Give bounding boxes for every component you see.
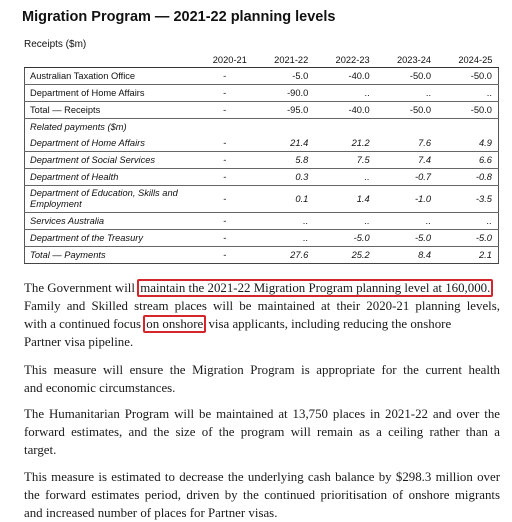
cell-value: -50.0 (376, 68, 437, 85)
cell-value: .. (314, 213, 375, 230)
cell-value: -1.0 (376, 186, 437, 213)
cell-value: - (192, 230, 253, 247)
cell-value: - (192, 152, 253, 169)
table-row (25, 230, 499, 247)
paragraph-line: and increased number of places for Partner visas. (24, 506, 278, 520)
table-row (25, 169, 499, 186)
table-row (25, 213, 499, 230)
row-label: Department of Social Services (25, 152, 192, 169)
cell-value: 6.6 (437, 152, 498, 169)
cell-value: -0.7 (376, 169, 437, 186)
cell-value: -90.0 (253, 85, 314, 102)
cell-value: -5.0 (314, 230, 375, 247)
cell-value: - (192, 213, 253, 230)
cell-value: -5.0 (253, 68, 314, 85)
row-label: Department of the Treasury (25, 230, 192, 247)
cell-value: .. (437, 213, 498, 230)
table-row (25, 85, 499, 102)
row-label: Department of Education, Skills and Employment (25, 186, 192, 213)
paragraph-text: with a continued focus (24, 317, 145, 331)
year-header: 2023-24 (376, 53, 437, 68)
table-row (25, 135, 499, 152)
cell-value: - (192, 68, 253, 85)
cell-value: -40.0 (314, 102, 375, 119)
cell-value: -5.0 (437, 230, 498, 247)
cell-value: -40.0 (314, 68, 375, 85)
section-heading-label: Related payments ($m) (25, 119, 192, 136)
cell-value: - (192, 186, 253, 213)
cell-value: 0.3 (253, 169, 314, 186)
row-label: Australian Taxation Office (25, 68, 192, 85)
year-header: 2024-25 (437, 53, 498, 68)
paragraph-line: This measure is estimated to decrease the underlying cash balance by $298.3 million over (24, 470, 500, 484)
row-label: Department of Home Affairs (25, 85, 192, 102)
paragraph-text: The Government will (24, 281, 139, 295)
paragraph-measure-appropriate (24, 361, 500, 397)
cell-value: - (192, 247, 253, 264)
table-units-label: Receipts ($m) (24, 39, 87, 50)
cell-value: -3.5 (437, 186, 498, 213)
cell-value: 21.4 (253, 135, 314, 152)
paragraph-line: target. (24, 443, 57, 457)
cell-value: 0.1 (253, 186, 314, 213)
paragraph-text: visa applicants, including reducing the onshore (205, 317, 452, 331)
cell-value: -50.0 (437, 68, 498, 85)
cell-value: 5.8 (253, 152, 314, 169)
cell-value: .. (437, 85, 498, 102)
highlighted-phrase-onshore: on onshore (143, 315, 206, 333)
cell-value: 8.4 (376, 247, 437, 264)
cell-value: -5.0 (376, 230, 437, 247)
cell-value: 7.4 (376, 152, 437, 169)
table-row-total (25, 102, 499, 119)
cell-value: 21.2 (314, 135, 375, 152)
cell-value: 7.5 (314, 152, 375, 169)
cell-value: .. (376, 213, 437, 230)
cell-value: 1.4 (314, 186, 375, 213)
header-blank-cell (25, 53, 192, 68)
cell-value: -50.0 (437, 102, 498, 119)
paragraph-line: The Humanitarian Program will be maintained at 13,750 places in 2021-22 and over the (24, 407, 500, 421)
cell-value: -95.0 (253, 102, 314, 119)
row-label: Department of Home Affairs (25, 135, 192, 152)
cell-value: -50.0 (376, 102, 437, 119)
cell-value: .. (253, 230, 314, 247)
paragraph-line: Family and Skilled stream places will be maintained at their 2020-21 planning levels, (24, 299, 500, 313)
page-title: Migration Program — 2021-22 planning levels (22, 9, 336, 25)
cell-value: - (192, 102, 253, 119)
cell-value: 25.2 (314, 247, 375, 264)
cell-value: -0.8 (437, 169, 498, 186)
table-header-row (25, 53, 499, 68)
row-label: Total — Payments (25, 247, 192, 264)
paragraph-migration-level (24, 279, 500, 351)
paragraph-line: forward estimates, and the size of the program will remain as a ceiling rather than a (24, 425, 500, 439)
row-label: Department of Health (25, 169, 192, 186)
table-row (25, 186, 499, 213)
table-section-heading (25, 119, 499, 136)
cell-value: 2.1 (437, 247, 498, 264)
paragraph-humanitarian-program (24, 405, 500, 459)
year-header: 2022-23 (314, 53, 375, 68)
cell-value: .. (376, 85, 437, 102)
table-row-total (25, 247, 499, 264)
cell-value: 4.9 (437, 135, 498, 152)
year-header: 2021-22 (253, 53, 314, 68)
paragraph-line: Partner visa pipeline. (24, 335, 134, 349)
paragraph-line: the forward estimates period, driven by the continued prioritisation of onshore migrants (24, 488, 500, 502)
cell-value: - (192, 169, 253, 186)
row-label: Total — Receipts (25, 102, 192, 119)
cell-value: - (192, 135, 253, 152)
table-row (25, 152, 499, 169)
table-row (25, 68, 499, 85)
cell-value: .. (314, 85, 375, 102)
cell-value: .. (253, 213, 314, 230)
budget-table (24, 53, 499, 264)
paragraph-line: This measure will ensure the Migration Program is appropriate for the current health (24, 363, 500, 377)
cell-value: 27.6 (253, 247, 314, 264)
highlighted-phrase-planning-level: maintain the 2021-22 Migration Program planning level at 160,000. (137, 279, 493, 297)
cell-value: .. (314, 169, 375, 186)
paragraph-cash-balance (24, 468, 500, 522)
year-header: 2020-21 (192, 53, 253, 68)
paragraph-line: and economic circumstances. (24, 381, 176, 395)
cell-value: 7.6 (376, 135, 437, 152)
cell-value: - (192, 85, 253, 102)
row-label: Services Australia (25, 213, 192, 230)
